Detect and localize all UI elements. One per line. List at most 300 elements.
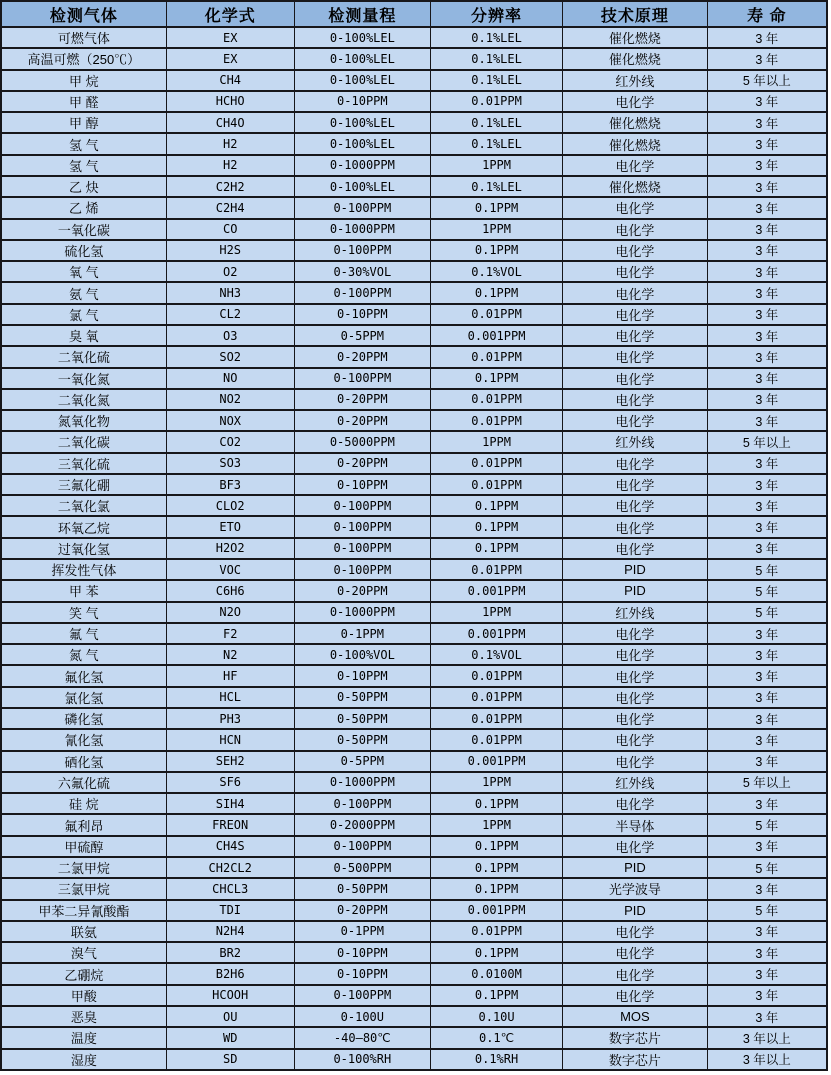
cell-range: 0-100PPM bbox=[294, 559, 430, 580]
table-row bbox=[1, 197, 827, 218]
cell-lifespan: 3 年 bbox=[707, 985, 827, 1006]
cell-lifespan: 3 年 bbox=[707, 836, 827, 857]
table-row bbox=[1, 368, 827, 389]
cell-resolution: 0.1%LEL bbox=[430, 176, 562, 197]
cell-gas-name: 笑 气 bbox=[1, 602, 166, 623]
cell-formula: HCL bbox=[166, 687, 294, 708]
cell-range: 0-100%RH bbox=[294, 1049, 430, 1071]
cell-principle: 电化学 bbox=[563, 921, 708, 942]
cell-principle: 电化学 bbox=[563, 453, 708, 474]
table-row bbox=[1, 389, 827, 410]
cell-resolution: 0.1%VOL bbox=[430, 261, 562, 282]
table-row bbox=[1, 325, 827, 346]
cell-range: 0-50PPM bbox=[294, 708, 430, 729]
cell-principle: 电化学 bbox=[563, 942, 708, 963]
cell-lifespan: 5 年以上 bbox=[707, 70, 827, 91]
table-body bbox=[1, 27, 827, 1070]
cell-gas-name: 一氧化氮 bbox=[1, 368, 166, 389]
table-row bbox=[1, 900, 827, 921]
cell-formula: HCHO bbox=[166, 91, 294, 112]
cell-formula: CLO2 bbox=[166, 495, 294, 516]
table-row bbox=[1, 304, 827, 325]
cell-principle: 电化学 bbox=[563, 474, 708, 495]
cell-lifespan: 5 年以上 bbox=[707, 772, 827, 793]
cell-range: 0-20PPM bbox=[294, 580, 430, 601]
cell-lifespan: 3 年 bbox=[707, 219, 827, 240]
cell-lifespan: 3 年 bbox=[707, 751, 827, 772]
table-row bbox=[1, 559, 827, 580]
table-row bbox=[1, 857, 827, 878]
cell-principle: 电化学 bbox=[563, 495, 708, 516]
cell-principle: 催化燃烧 bbox=[563, 133, 708, 154]
table-row bbox=[1, 70, 827, 91]
cell-principle: 催化燃烧 bbox=[563, 48, 708, 69]
cell-resolution: 0.01PPM bbox=[430, 687, 562, 708]
cell-formula: CH4S bbox=[166, 836, 294, 857]
cell-principle: 催化燃烧 bbox=[563, 176, 708, 197]
table-row bbox=[1, 708, 827, 729]
cell-lifespan: 3 年 bbox=[707, 942, 827, 963]
cell-formula: BR2 bbox=[166, 942, 294, 963]
cell-principle: 电化学 bbox=[563, 261, 708, 282]
cell-range: 0-1000PPM bbox=[294, 772, 430, 793]
cell-gas-name: 甲酸 bbox=[1, 985, 166, 1006]
table-row bbox=[1, 261, 827, 282]
cell-gas-name: 甲硫醇 bbox=[1, 836, 166, 857]
cell-principle: 红外线 bbox=[563, 772, 708, 793]
cell-resolution: 1PPM bbox=[430, 219, 562, 240]
cell-lifespan: 3 年 bbox=[707, 261, 827, 282]
cell-formula: OU bbox=[166, 1006, 294, 1027]
cell-range: 0-100PPM bbox=[294, 516, 430, 537]
cell-resolution: 0.1%LEL bbox=[430, 48, 562, 69]
cell-formula: N2H4 bbox=[166, 921, 294, 942]
cell-gas-name: 氢 气 bbox=[1, 155, 166, 176]
cell-resolution: 0.01PPM bbox=[430, 304, 562, 325]
cell-formula: PH3 bbox=[166, 708, 294, 729]
cell-principle: 电化学 bbox=[563, 985, 708, 1006]
cell-formula: H2O2 bbox=[166, 538, 294, 559]
cell-formula: CH4 bbox=[166, 70, 294, 91]
cell-principle: 电化学 bbox=[563, 304, 708, 325]
cell-formula: SF6 bbox=[166, 772, 294, 793]
cell-gas-name: 三氯甲烷 bbox=[1, 878, 166, 899]
cell-lifespan: 3 年 bbox=[707, 474, 827, 495]
cell-formula: O2 bbox=[166, 261, 294, 282]
cell-gas-name: 环氧乙烷 bbox=[1, 516, 166, 537]
cell-lifespan: 3 年 bbox=[707, 687, 827, 708]
cell-resolution: 0.01PPM bbox=[430, 453, 562, 474]
cell-lifespan: 5 年以上 bbox=[707, 431, 827, 452]
cell-range: 0-100%VOL bbox=[294, 644, 430, 665]
cell-principle: 电化学 bbox=[563, 836, 708, 857]
cell-formula: C6H6 bbox=[166, 580, 294, 601]
cell-resolution: 0.1PPM bbox=[430, 985, 562, 1006]
cell-range: 0-1000PPM bbox=[294, 602, 430, 623]
cell-principle: 催化燃烧 bbox=[563, 27, 708, 48]
cell-lifespan: 3 年 bbox=[707, 538, 827, 559]
cell-range: 0-20PPM bbox=[294, 389, 430, 410]
table-row bbox=[1, 133, 827, 154]
cell-gas-name: 二氧化氯 bbox=[1, 495, 166, 516]
cell-formula: HCOOH bbox=[166, 985, 294, 1006]
cell-lifespan: 3 年 bbox=[707, 155, 827, 176]
cell-principle: 电化学 bbox=[563, 282, 708, 303]
cell-gas-name: 氯化氢 bbox=[1, 687, 166, 708]
cell-range: 0-5PPM bbox=[294, 751, 430, 772]
cell-range: 0-10PPM bbox=[294, 91, 430, 112]
table-row bbox=[1, 91, 827, 112]
cell-lifespan: 3 年 bbox=[707, 963, 827, 984]
cell-formula: H2S bbox=[166, 240, 294, 261]
cell-resolution: 0.1PPM bbox=[430, 240, 562, 261]
cell-principle: 电化学 bbox=[563, 623, 708, 644]
cell-resolution: 0.1%VOL bbox=[430, 644, 562, 665]
table-row bbox=[1, 1006, 827, 1027]
cell-lifespan: 3 年以上 bbox=[707, 1049, 827, 1071]
cell-gas-name: 氧 气 bbox=[1, 261, 166, 282]
table-row bbox=[1, 155, 827, 176]
cell-lifespan: 3 年 bbox=[707, 516, 827, 537]
cell-gas-name: 硫化氢 bbox=[1, 240, 166, 261]
cell-formula: VOC bbox=[166, 559, 294, 580]
cell-principle: 催化燃烧 bbox=[563, 112, 708, 133]
cell-lifespan: 3 年 bbox=[707, 304, 827, 325]
cell-range: 0-2000PPM bbox=[294, 814, 430, 835]
cell-principle: 电化学 bbox=[563, 389, 708, 410]
cell-resolution: 0.1PPM bbox=[430, 836, 562, 857]
table-row bbox=[1, 602, 827, 623]
cell-range: 0-100PPM bbox=[294, 368, 430, 389]
cell-principle: PID bbox=[563, 857, 708, 878]
cell-formula: WD bbox=[166, 1027, 294, 1048]
table-row bbox=[1, 219, 827, 240]
cell-gas-name: 二氯甲烷 bbox=[1, 857, 166, 878]
cell-gas-name: 甲 烷 bbox=[1, 70, 166, 91]
cell-range: 0-10PPM bbox=[294, 963, 430, 984]
table-row bbox=[1, 1027, 827, 1048]
cell-resolution: 0.001PPM bbox=[430, 325, 562, 346]
cell-lifespan: 3 年 bbox=[707, 240, 827, 261]
cell-formula: CL2 bbox=[166, 304, 294, 325]
cell-formula: N2 bbox=[166, 644, 294, 665]
cell-range: 0-10PPM bbox=[294, 304, 430, 325]
cell-lifespan: 3 年 bbox=[707, 389, 827, 410]
cell-range: 0-20PPM bbox=[294, 410, 430, 431]
cell-gas-name: 甲 醇 bbox=[1, 112, 166, 133]
cell-principle: 电化学 bbox=[563, 687, 708, 708]
cell-range: 0-100PPM bbox=[294, 985, 430, 1006]
cell-lifespan: 3 年 bbox=[707, 665, 827, 686]
cell-gas-name: 氨 气 bbox=[1, 282, 166, 303]
cell-range: 0-1PPM bbox=[294, 921, 430, 942]
cell-formula: CO2 bbox=[166, 431, 294, 452]
cell-lifespan: 3 年 bbox=[707, 708, 827, 729]
cell-lifespan: 3 年 bbox=[707, 133, 827, 154]
cell-range: 0-100%LEL bbox=[294, 133, 430, 154]
cell-formula: H2 bbox=[166, 155, 294, 176]
cell-principle: 电化学 bbox=[563, 240, 708, 261]
cell-formula: SIH4 bbox=[166, 793, 294, 814]
table-row bbox=[1, 623, 827, 644]
table-row bbox=[1, 580, 827, 601]
cell-gas-name: 氰化氢 bbox=[1, 729, 166, 750]
cell-resolution: 1PPM bbox=[430, 814, 562, 835]
cell-lifespan: 3 年 bbox=[707, 453, 827, 474]
table-row bbox=[1, 963, 827, 984]
cell-lifespan: 3 年 bbox=[707, 176, 827, 197]
cell-resolution: 0.1PPM bbox=[430, 857, 562, 878]
cell-formula: EX bbox=[166, 48, 294, 69]
cell-gas-name: 乙 烯 bbox=[1, 197, 166, 218]
cell-range: 0-50PPM bbox=[294, 878, 430, 899]
table-row bbox=[1, 346, 827, 367]
cell-resolution: 0.1%LEL bbox=[430, 27, 562, 48]
cell-lifespan: 3 年 bbox=[707, 623, 827, 644]
cell-formula: CH4O bbox=[166, 112, 294, 133]
table-row bbox=[1, 772, 827, 793]
cell-formula: CHCL3 bbox=[166, 878, 294, 899]
cell-resolution: 0.01PPM bbox=[430, 729, 562, 750]
cell-range: 0-10PPM bbox=[294, 665, 430, 686]
cell-principle: 红外线 bbox=[563, 602, 708, 623]
cell-principle: 电化学 bbox=[563, 219, 708, 240]
cell-formula: SD bbox=[166, 1049, 294, 1071]
table-row bbox=[1, 985, 827, 1006]
cell-resolution: 0.1℃ bbox=[430, 1027, 562, 1048]
cell-resolution: 1PPM bbox=[430, 772, 562, 793]
cell-lifespan: 3 年 bbox=[707, 325, 827, 346]
cell-resolution: 0.01PPM bbox=[430, 665, 562, 686]
cell-formula: CO bbox=[166, 219, 294, 240]
cell-gas-name: 溴气 bbox=[1, 942, 166, 963]
cell-resolution: 0.001PPM bbox=[430, 623, 562, 644]
cell-lifespan: 5 年 bbox=[707, 559, 827, 580]
table-row bbox=[1, 410, 827, 431]
cell-range: 0-50PPM bbox=[294, 687, 430, 708]
cell-resolution: 0.1PPM bbox=[430, 197, 562, 218]
cell-principle: 电化学 bbox=[563, 516, 708, 537]
cell-range: 0-5PPM bbox=[294, 325, 430, 346]
cell-principle: PID bbox=[563, 580, 708, 601]
header-row bbox=[1, 1, 827, 27]
column-header-gas: 检测气体 bbox=[1, 1, 166, 27]
cell-range: 0-20PPM bbox=[294, 346, 430, 367]
cell-gas-name: 温度 bbox=[1, 1027, 166, 1048]
cell-gas-name: 氢 气 bbox=[1, 133, 166, 154]
cell-gas-name: 恶臭 bbox=[1, 1006, 166, 1027]
cell-gas-name: 二氧化碳 bbox=[1, 431, 166, 452]
cell-resolution: 0.0100M bbox=[430, 963, 562, 984]
column-header-formula: 化学式 bbox=[166, 1, 294, 27]
table-row bbox=[1, 48, 827, 69]
cell-gas-name: 乙 炔 bbox=[1, 176, 166, 197]
cell-resolution: 0.1PPM bbox=[430, 368, 562, 389]
cell-lifespan: 3 年 bbox=[707, 197, 827, 218]
cell-principle: 光学波导 bbox=[563, 878, 708, 899]
cell-gas-name: 氮氧化物 bbox=[1, 410, 166, 431]
cell-formula: C2H4 bbox=[166, 197, 294, 218]
cell-gas-name: 过氧化氢 bbox=[1, 538, 166, 559]
cell-formula: SO3 bbox=[166, 453, 294, 474]
table-row bbox=[1, 921, 827, 942]
cell-principle: MOS bbox=[563, 1006, 708, 1027]
cell-formula: B2H6 bbox=[166, 963, 294, 984]
cell-formula: SO2 bbox=[166, 346, 294, 367]
cell-range: 0-50PPM bbox=[294, 729, 430, 750]
column-header-resolution: 分辨率 bbox=[430, 1, 562, 27]
cell-principle: 电化学 bbox=[563, 708, 708, 729]
cell-resolution: 0.01PPM bbox=[430, 91, 562, 112]
cell-gas-name: 高温可燃（250℃） bbox=[1, 48, 166, 69]
cell-lifespan: 3 年 bbox=[707, 921, 827, 942]
cell-formula: N2O bbox=[166, 602, 294, 623]
table-row bbox=[1, 453, 827, 474]
cell-resolution: 0.01PPM bbox=[430, 389, 562, 410]
cell-formula: CH2CL2 bbox=[166, 857, 294, 878]
cell-resolution: 0.1%RH bbox=[430, 1049, 562, 1071]
cell-gas-name: 甲 苯 bbox=[1, 580, 166, 601]
cell-gas-name: 硒化氢 bbox=[1, 751, 166, 772]
cell-resolution: 0.1PPM bbox=[430, 878, 562, 899]
table-row bbox=[1, 495, 827, 516]
table-row bbox=[1, 27, 827, 48]
cell-range: 0-100PPM bbox=[294, 495, 430, 516]
cell-gas-name: 可燃气体 bbox=[1, 27, 166, 48]
cell-principle: 电化学 bbox=[563, 729, 708, 750]
cell-formula: HCN bbox=[166, 729, 294, 750]
cell-gas-name: 三氧化硫 bbox=[1, 453, 166, 474]
cell-range: 0-100%LEL bbox=[294, 70, 430, 91]
cell-resolution: 0.1PPM bbox=[430, 793, 562, 814]
cell-lifespan: 3 年 bbox=[707, 27, 827, 48]
table-row bbox=[1, 665, 827, 686]
cell-principle: 电化学 bbox=[563, 963, 708, 984]
cell-resolution: 1PPM bbox=[430, 431, 562, 452]
cell-resolution: 0.1PPM bbox=[430, 538, 562, 559]
cell-formula: TDI bbox=[166, 900, 294, 921]
cell-resolution: 0.1PPM bbox=[430, 495, 562, 516]
cell-principle: 电化学 bbox=[563, 368, 708, 389]
cell-range: 0-100U bbox=[294, 1006, 430, 1027]
cell-lifespan: 3 年以上 bbox=[707, 1027, 827, 1048]
cell-formula: C2H2 bbox=[166, 176, 294, 197]
cell-lifespan: 3 年 bbox=[707, 282, 827, 303]
cell-lifespan: 5 年 bbox=[707, 602, 827, 623]
cell-range: -40—80℃ bbox=[294, 1027, 430, 1048]
cell-gas-name: 氯 气 bbox=[1, 304, 166, 325]
table-row bbox=[1, 814, 827, 835]
cell-principle: 数字芯片 bbox=[563, 1027, 708, 1048]
table-row bbox=[1, 474, 827, 495]
cell-gas-name: 硅 烷 bbox=[1, 793, 166, 814]
table-row bbox=[1, 240, 827, 261]
cell-principle: 电化学 bbox=[563, 751, 708, 772]
cell-resolution: 0.01PPM bbox=[430, 410, 562, 431]
table-row bbox=[1, 687, 827, 708]
cell-formula: NOX bbox=[166, 410, 294, 431]
cell-range: 0-100PPM bbox=[294, 197, 430, 218]
cell-range: 0-10PPM bbox=[294, 942, 430, 963]
cell-resolution: 0.001PPM bbox=[430, 900, 562, 921]
cell-lifespan: 3 年 bbox=[707, 1006, 827, 1027]
cell-gas-name: 六氟化硫 bbox=[1, 772, 166, 793]
cell-lifespan: 3 年 bbox=[707, 112, 827, 133]
cell-range: 0-100%LEL bbox=[294, 176, 430, 197]
table-row bbox=[1, 516, 827, 537]
table-row bbox=[1, 1049, 827, 1071]
cell-formula: NO bbox=[166, 368, 294, 389]
cell-range: 0-100%LEL bbox=[294, 112, 430, 133]
cell-range: 0-5000PPM bbox=[294, 431, 430, 452]
cell-resolution: 0.1PPM bbox=[430, 282, 562, 303]
table-row bbox=[1, 431, 827, 452]
cell-lifespan: 3 年 bbox=[707, 793, 827, 814]
table-row bbox=[1, 112, 827, 133]
cell-principle: 电化学 bbox=[563, 346, 708, 367]
cell-formula: HF bbox=[166, 665, 294, 686]
cell-gas-name: 氟利昂 bbox=[1, 814, 166, 835]
cell-resolution: 1PPM bbox=[430, 155, 562, 176]
cell-resolution: 0.01PPM bbox=[430, 346, 562, 367]
cell-range: 0-1PPM bbox=[294, 623, 430, 644]
cell-lifespan: 5 年 bbox=[707, 814, 827, 835]
table-header bbox=[1, 1, 827, 27]
cell-resolution: 0.01PPM bbox=[430, 708, 562, 729]
table-row bbox=[1, 942, 827, 963]
cell-lifespan: 3 年 bbox=[707, 729, 827, 750]
cell-range: 0-100PPM bbox=[294, 793, 430, 814]
cell-resolution: 0.1PPM bbox=[430, 942, 562, 963]
cell-resolution: 0.001PPM bbox=[430, 580, 562, 601]
cell-principle: 红外线 bbox=[563, 431, 708, 452]
cell-range: 0-100%LEL bbox=[294, 27, 430, 48]
table-row bbox=[1, 751, 827, 772]
cell-formula: F2 bbox=[166, 623, 294, 644]
column-header-lifespan: 寿 命 bbox=[707, 1, 827, 27]
cell-gas-name: 联氨 bbox=[1, 921, 166, 942]
cell-gas-name: 二氧化硫 bbox=[1, 346, 166, 367]
cell-range: 0-100%LEL bbox=[294, 48, 430, 69]
cell-lifespan: 3 年 bbox=[707, 644, 827, 665]
cell-formula: H2 bbox=[166, 133, 294, 154]
cell-resolution: 0.1%LEL bbox=[430, 133, 562, 154]
table-row bbox=[1, 793, 827, 814]
cell-range: 0-100PPM bbox=[294, 282, 430, 303]
cell-principle: PID bbox=[563, 900, 708, 921]
cell-gas-name: 三氟化硼 bbox=[1, 474, 166, 495]
cell-principle: 电化学 bbox=[563, 538, 708, 559]
table-row bbox=[1, 176, 827, 197]
table-row bbox=[1, 644, 827, 665]
cell-resolution: 0.01PPM bbox=[430, 474, 562, 495]
cell-formula: O3 bbox=[166, 325, 294, 346]
cell-gas-name: 湿度 bbox=[1, 1049, 166, 1071]
cell-gas-name: 乙硼烷 bbox=[1, 963, 166, 984]
table-row bbox=[1, 878, 827, 899]
cell-formula: SEH2 bbox=[166, 751, 294, 772]
cell-principle: 电化学 bbox=[563, 197, 708, 218]
cell-gas-name: 挥发性气体 bbox=[1, 559, 166, 580]
cell-lifespan: 5 年 bbox=[707, 900, 827, 921]
cell-principle: 电化学 bbox=[563, 665, 708, 686]
cell-gas-name: 一氧化碳 bbox=[1, 219, 166, 240]
cell-range: 0-20PPM bbox=[294, 900, 430, 921]
cell-lifespan: 3 年 bbox=[707, 495, 827, 516]
column-header-principle: 技术原理 bbox=[563, 1, 708, 27]
cell-formula: FREON bbox=[166, 814, 294, 835]
table-row bbox=[1, 729, 827, 750]
